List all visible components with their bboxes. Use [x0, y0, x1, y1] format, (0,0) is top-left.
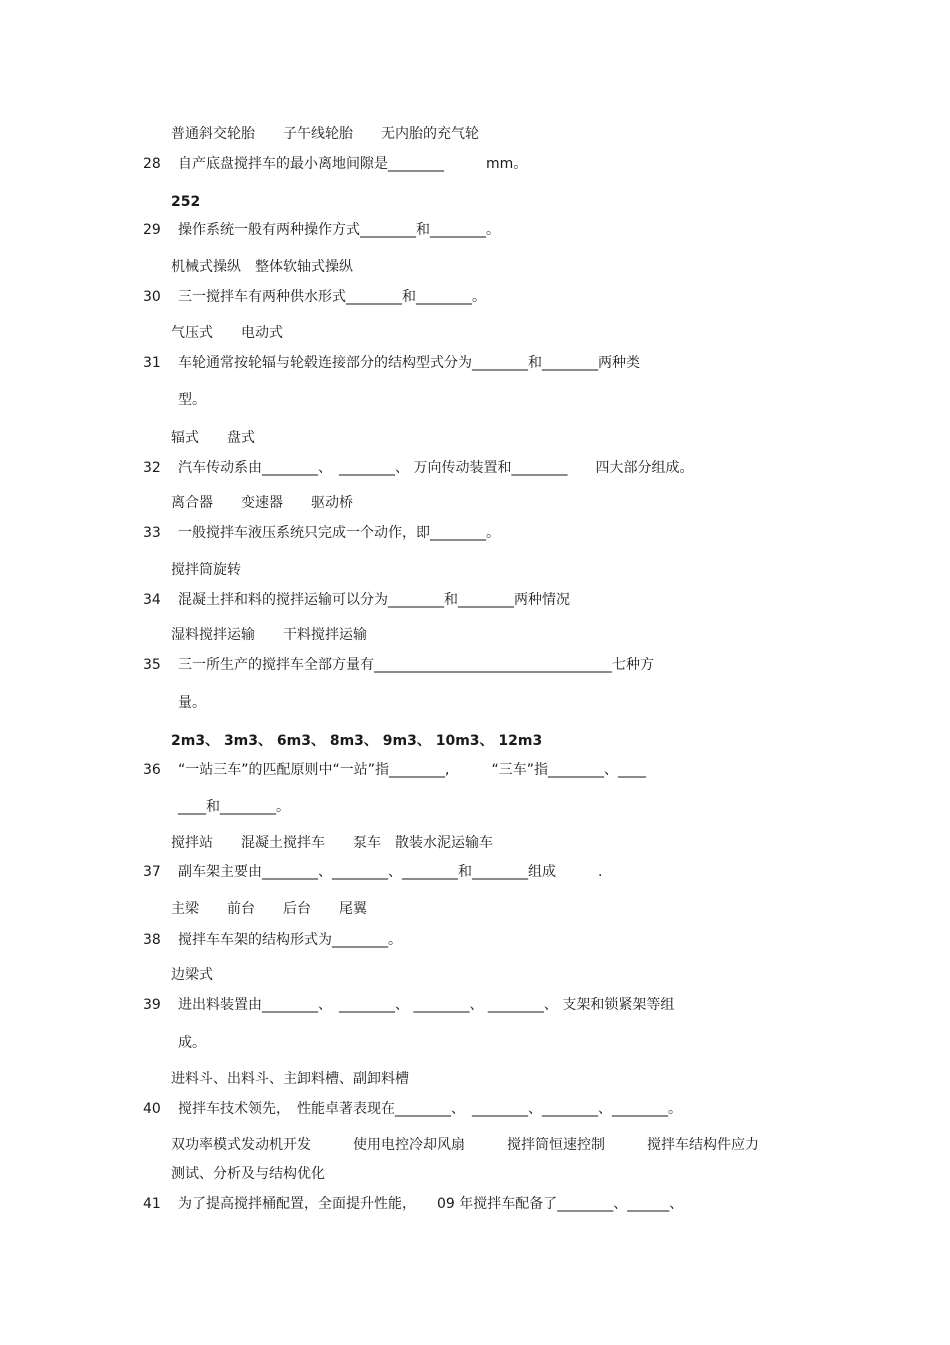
question-continuation: 成。	[178, 1035, 206, 1051]
question-number: 28	[143, 156, 161, 172]
question-text: 自产底盘搅拌车的最小离地间隙是________ mm。	[178, 156, 528, 172]
answer-text: 离合器 变速器 驱动桥	[171, 495, 353, 511]
question-number: 34	[143, 592, 161, 608]
question-text: 副车架主要由________、________、________和________组成 .	[178, 864, 603, 880]
question-text: 车轮通常按轮辐与轮毂连接部分的结构型式分为________和________两种类	[178, 355, 640, 371]
answer-text: 双功率模式发动机开发 使用电控冷却风扇 搅拌筒恒速控制 搅拌车结构件应力	[171, 1137, 759, 1153]
question-continuation: ____和________。	[178, 799, 290, 815]
question-continuation: 型。	[178, 392, 206, 408]
question-text: 为了提高搅拌桶配置，全面提升性能， 09 年搅拌车配备了________、______、	[178, 1196, 684, 1212]
answer-text: 机械式操纵 整体软轴式操纵	[171, 259, 353, 275]
answer-text: 测试、分析及与结构优化	[171, 1166, 325, 1182]
question-text: 进出料装置由________、 ________、 ________、 ________、 支架和锁紧架等组	[178, 997, 675, 1013]
question-continuation: 量。	[178, 695, 206, 711]
question-number: 35	[143, 657, 161, 673]
question-number: 30	[143, 289, 161, 305]
question-text: 操作系统一般有两种操作方式________和________。	[178, 222, 500, 238]
answer-text: 湿料搅拌运输 干料搅拌运输	[171, 627, 367, 643]
answer-text: 2m3、 3m3、 6m3、 8m3、 9m3、 10m3、 12m3	[171, 733, 543, 749]
question-number: 36	[143, 762, 161, 778]
question-text: “一站三车”的匹配原则中“一站”指________, “三车”指________、____	[178, 762, 646, 778]
question-text: 三一搅拌车有两种供水形式________和________。	[178, 289, 486, 305]
answer-text: 搅拌站 混凝土搅拌车 泵车 散装水泥运输车	[171, 835, 493, 851]
question-text: 搅拌车技术领先， 性能卓著表现在________、 ________、________、________。	[178, 1101, 682, 1117]
question-number: 40	[143, 1101, 161, 1117]
question-text: 汽车传动系由________、 ________、 万向传动装置和________ 四大部分组成。	[178, 460, 694, 476]
answer-text: 进料斗、出料斗、主卸料槽、副卸料槽	[171, 1071, 409, 1087]
answer-text: 气压式 电动式	[171, 325, 283, 341]
answer-text: 搅拌筒旋转	[171, 562, 241, 578]
question-number: 39	[143, 997, 161, 1013]
answer-text: 边梁式	[171, 967, 213, 983]
question-text: 搅拌车车架的结构形式为________。	[178, 932, 402, 948]
question-text: 混凝土拌和料的搅拌运输可以分为________和________两种情况	[178, 592, 570, 608]
answer-text: 辐式 盘式	[171, 430, 255, 446]
answer-text: 252	[171, 194, 201, 210]
question-number: 38	[143, 932, 161, 948]
question-number: 37	[143, 864, 161, 880]
answer-text: 普通斜交轮胎 子午线轮胎 无内胎的充气轮	[171, 126, 479, 142]
question-number: 31	[143, 355, 161, 371]
question-text: 一般搅拌车液压系统只完成一个动作，即________。	[178, 525, 500, 541]
answer-text: 主梁 前台 后台 尾翼	[171, 901, 367, 917]
question-number: 33	[143, 525, 161, 541]
question-number: 32	[143, 460, 161, 476]
question-number: 29	[143, 222, 161, 238]
question-number: 41	[143, 1196, 161, 1212]
question-text: 三一所生产的搅拌车全部方量有__________________________________七种方	[178, 657, 654, 673]
